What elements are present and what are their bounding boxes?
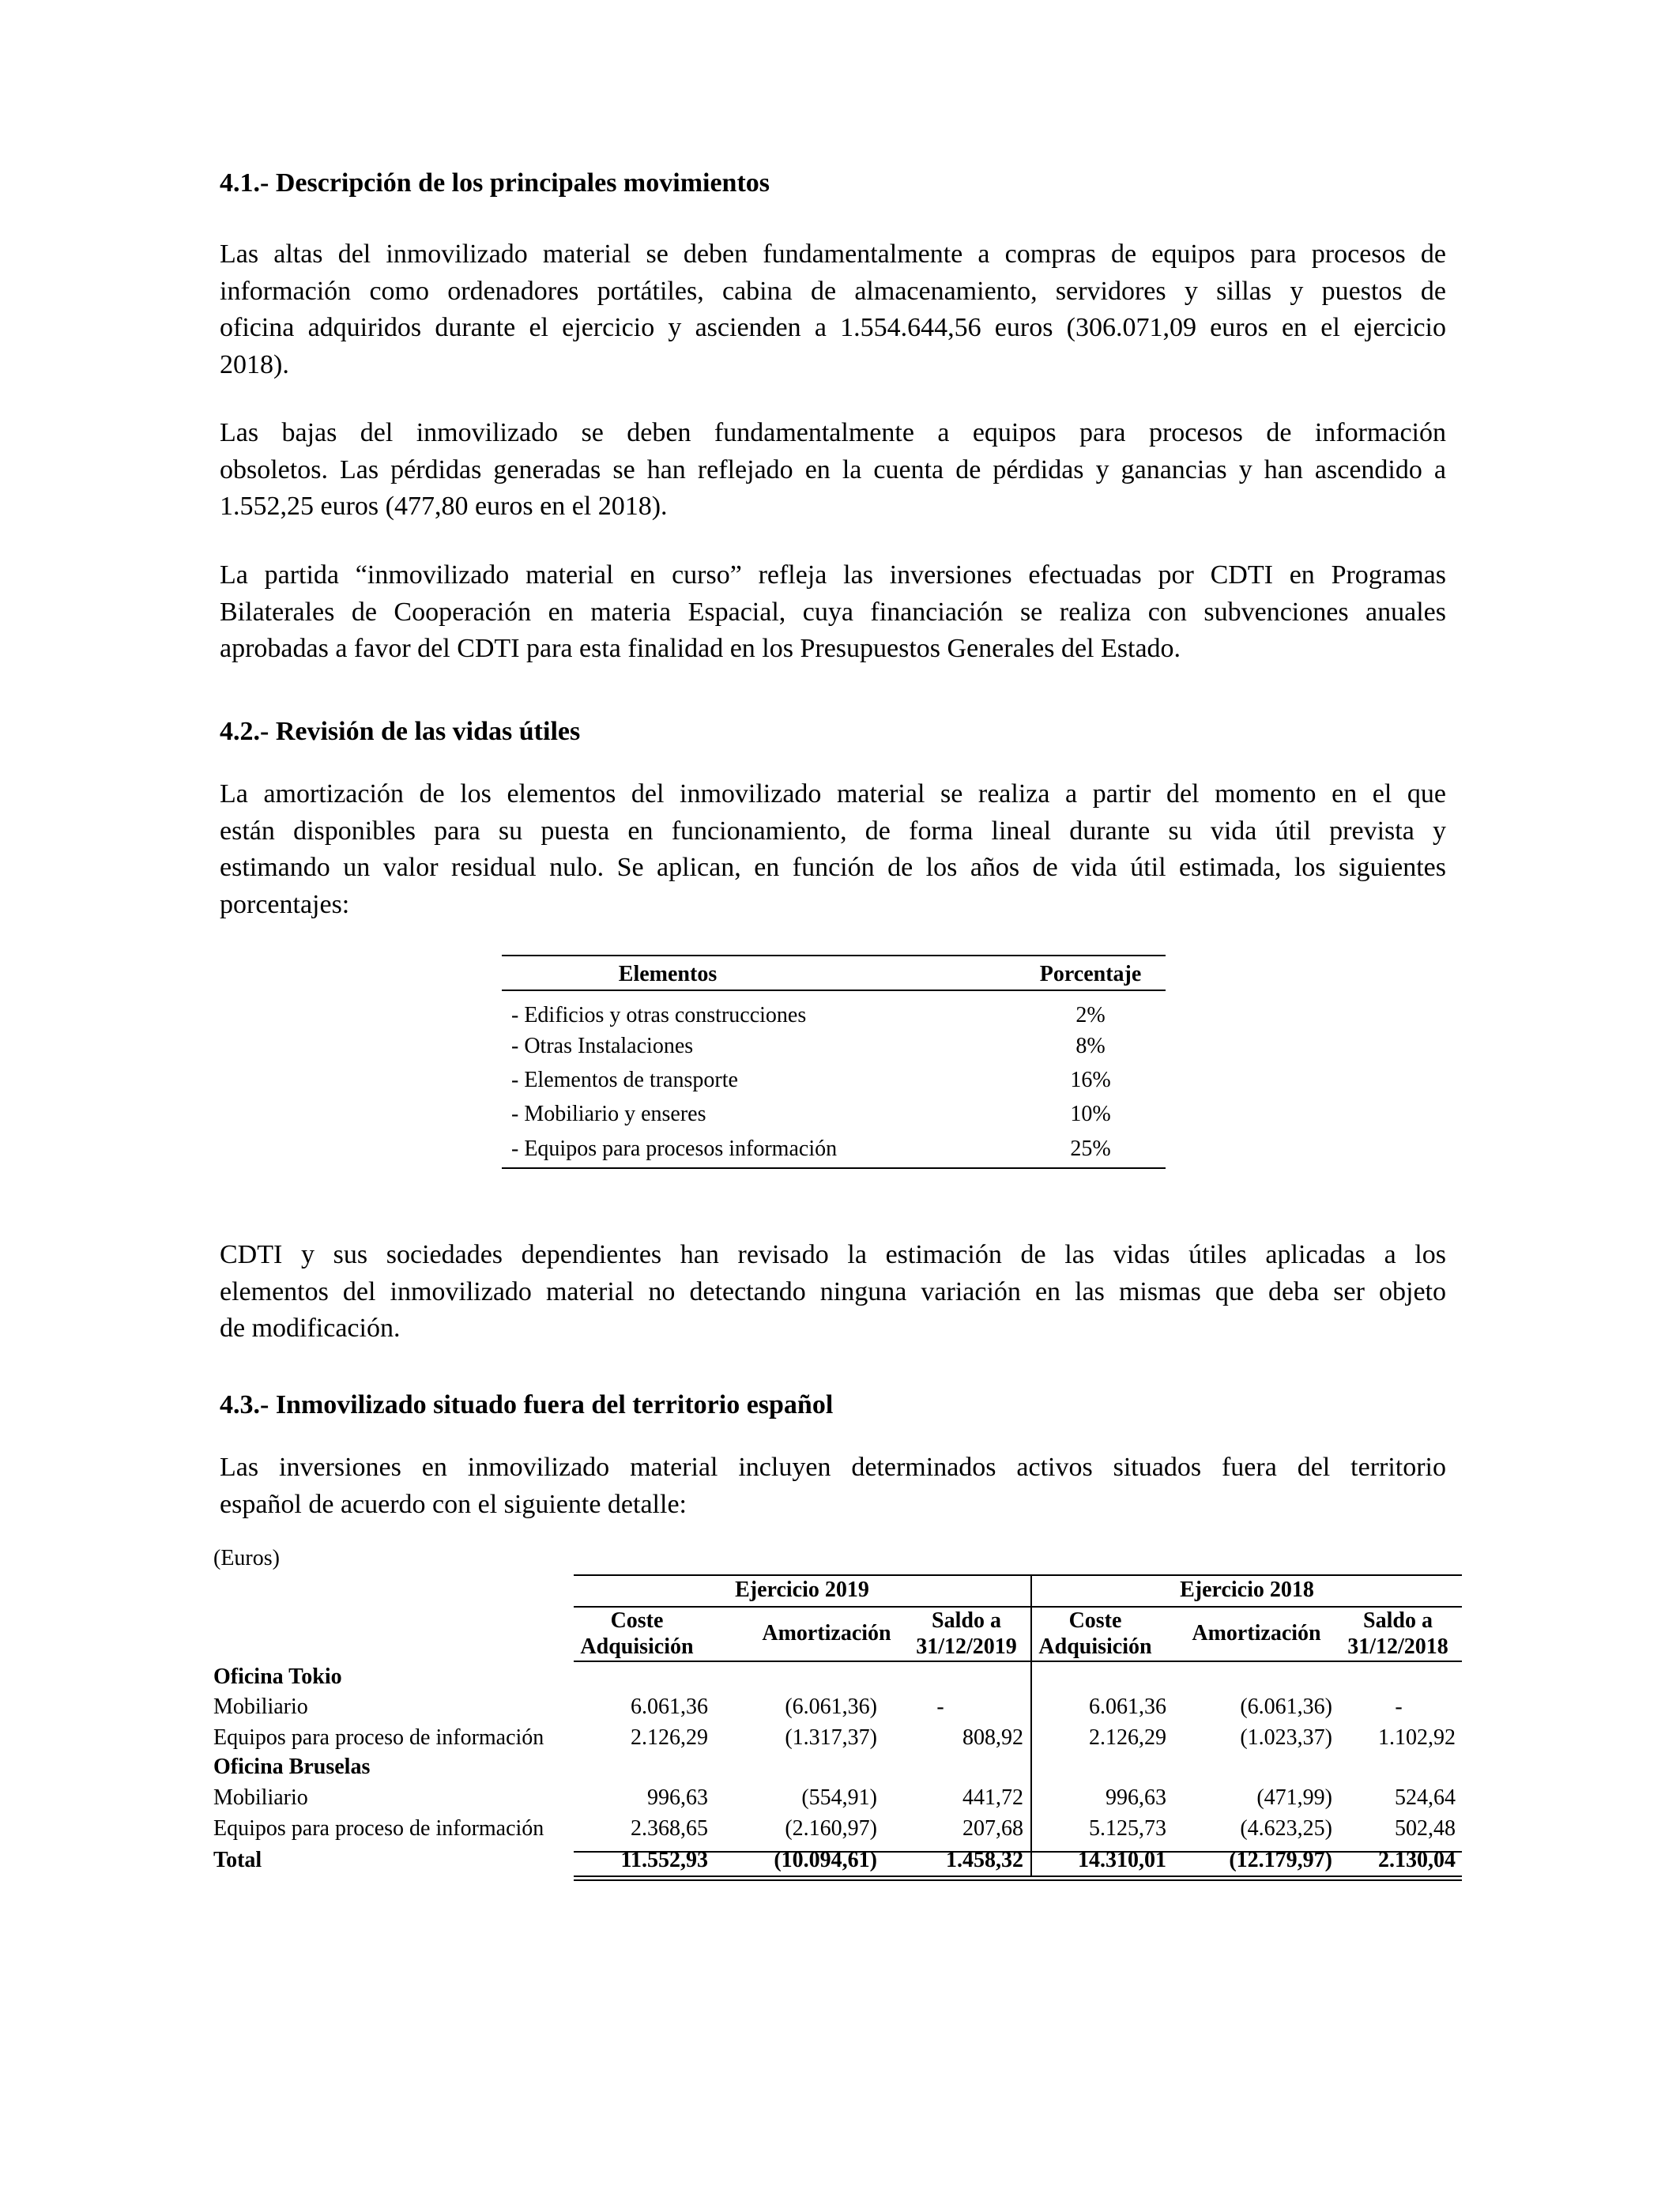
table-cell-element: - Elementos de transporte: [511, 1068, 738, 1092]
text-line: oficina adquiridos durante el ejercicio y ascienden a 1.554.644,56 euros (306.071,09 euros en el ejercicio: [220, 313, 1446, 342]
col-header-coste-2018: Coste: [1068, 1608, 1122, 1633]
col-header-saldo-2018: Saldo a: [1363, 1608, 1433, 1633]
row-label: Mobiliario: [213, 1695, 308, 1719]
text-line: obsoletos. Las pérdidas generadas se han reflejado en la cuenta de pérdidas y ganancias y han ascendido a: [220, 454, 1446, 484]
section-4-3-paragraph-1: [220, 1449, 1446, 1523]
table-cell-value: 808,92: [962, 1725, 1023, 1750]
total-label: Total: [213, 1848, 262, 1872]
table-cell-value: 2.126,29: [631, 1725, 708, 1750]
group-header-2019: Ejercicio 2019: [735, 1578, 869, 1602]
table-cell-value: 1.102,92: [1378, 1725, 1456, 1750]
text-line: CDTI y sus sociedades dependientes han revisado la estimación de las vidas útiles aplicadas a los: [220, 1240, 1446, 1269]
text-line: estimando un valor residual nulo. Se aplican, en función de los años de vida útil estimada, los siguientes: [220, 853, 1446, 882]
table-cell-value: -: [936, 1695, 944, 1719]
total-value: 14.310,01: [1078, 1848, 1166, 1872]
row-label: Mobiliario: [213, 1785, 308, 1810]
col-header-saldo-2019: Saldo a: [932, 1608, 1001, 1633]
text-line: español de acuerdo con el siguiente detalle:: [220, 1489, 687, 1519]
section-4-2-paragraph-2: [220, 1237, 1446, 1348]
table-cell-value: 6.061,36: [631, 1695, 708, 1719]
col-header-adquisicion-2018: Adquisición: [1038, 1634, 1152, 1659]
table-cell-value: (2.160,97): [785, 1816, 877, 1841]
total-double-rule-1: [574, 1875, 1462, 1877]
total-value: 1.458,32: [946, 1848, 1023, 1872]
col-header-amortizacion-2018: Amortización: [1192, 1621, 1321, 1646]
table-cell-value: (471,99): [1256, 1785, 1332, 1810]
text-line: información como ordenadores portátiles, cabina de almacenamiento, servidores y sillas y puestos de: [220, 276, 1446, 306]
text-line: elementos del inmovilizado material no detectando ninguna variación en las mismas que deba ser objeto: [220, 1276, 1446, 1306]
col-header-fecha-2018: 31/12/2018: [1347, 1634, 1448, 1659]
total-value: (12.179,97): [1229, 1848, 1332, 1872]
table-cell-value: (6.061,36): [1240, 1695, 1332, 1719]
table-cell-value: 2.368,65: [631, 1816, 708, 1841]
table-cell-value: 502,48: [1395, 1816, 1456, 1841]
section-4-1-paragraph-1: [220, 236, 1446, 383]
col-header-fecha-2019: 31/12/2019: [916, 1634, 1017, 1659]
column-header-rule: [574, 1661, 1462, 1662]
table-header-rule: [502, 990, 1166, 991]
text-line: de modificación.: [220, 1314, 401, 1343]
section-4-1-heading: 4.1.- Descripción de los principales movimientos: [220, 168, 770, 198]
table-cell-percentage: 8%: [1075, 1034, 1106, 1058]
total-double-rule-2: [574, 1879, 1462, 1881]
text-line: Las altas del inmovilizado material se deben fundamentalmente a compras de equipos para procesos de: [220, 239, 1446, 269]
text-line: Bilaterales de Cooperación en materia Espacial, cuya financiación se realiza con subvenciones anuales: [220, 597, 1446, 627]
column-header-elementos: Elementos: [618, 962, 718, 986]
table-cell-value: (1.317,37): [785, 1725, 877, 1750]
section-4-2-heading: 4.2.- Revisión de las vidas útiles: [220, 717, 581, 746]
table-cell-element: - Otras Instalaciones: [511, 1034, 694, 1058]
table-cell-value: 524,64: [1395, 1785, 1456, 1810]
col-header-amortizacion-2019: Amortización: [762, 1621, 891, 1646]
total-value: 2.130,04: [1378, 1848, 1456, 1872]
depreciation-rates-table: [502, 951, 1166, 1180]
table-cell-value: -: [1395, 1695, 1403, 1719]
text-line: porcentajes:: [220, 889, 350, 919]
table-cell-value: 207,68: [962, 1816, 1023, 1841]
group-header-2018: Ejercicio 2018: [1180, 1578, 1314, 1602]
section-4-3-heading: 4.3.- Inmovilizado situado fuera del territorio español: [220, 1390, 834, 1419]
table-top-rule: [502, 955, 1166, 956]
col-header-coste-2019: Coste: [610, 1608, 664, 1633]
table-cell-element: - Mobiliario y enseres: [511, 1102, 706, 1126]
table-cell-value: 6.061,36: [1089, 1695, 1166, 1719]
section-title-tokio: Oficina Tokio: [213, 1664, 342, 1689]
table-cell-value: 996,63: [647, 1785, 708, 1810]
section-title-bruselas: Oficina Bruselas: [213, 1755, 371, 1779]
table-cell-value: (1.023,37): [1240, 1725, 1332, 1750]
table-bottom-rule: [502, 1167, 1166, 1169]
table-cell-element: - Equipos para procesos información: [511, 1137, 838, 1161]
col-header-adquisicion-2019: Adquisición: [580, 1634, 694, 1659]
section-4-2-paragraph-1: [220, 776, 1446, 923]
table-cell-value: 2.126,29: [1089, 1725, 1166, 1750]
text-line: La partida “inmovilizado material en curso” refleja las inversiones efectuadas por CDTI en Programas: [220, 560, 1446, 590]
section-4-1-paragraph-3: [220, 557, 1446, 668]
group-header-rule: [574, 1606, 1462, 1608]
table-cell-value: 441,72: [962, 1785, 1023, 1810]
table-cell-percentage: 25%: [1070, 1137, 1111, 1161]
text-line: Las bajas del inmovilizado se deben fundamentalmente a equipos para procesos de información: [220, 418, 1446, 447]
unit-label: (Euros): [213, 1546, 280, 1570]
table-cell-value: 996,63: [1106, 1785, 1166, 1810]
section-4-1-paragraph-2: [220, 415, 1446, 526]
text-line: 2018).: [220, 349, 289, 379]
table-cell-value: (4.623,25): [1240, 1816, 1332, 1841]
text-line: 1.552,25 euros (477,80 euros en el 2018).: [220, 492, 668, 521]
table-cell-value: (6.061,36): [785, 1695, 877, 1719]
table-cell-percentage: 10%: [1070, 1102, 1111, 1126]
text-line: están disponibles para su puesta en funcionamiento, de forma lineal durante su vida útil prevista y: [220, 816, 1446, 846]
foreign-assets-table: [213, 1541, 1462, 1897]
text-line: Las inversiones en inmovilizado material incluyen determinados activos situados fuera del territorio: [220, 1453, 1446, 1482]
table-cell-percentage: 16%: [1070, 1068, 1111, 1092]
row-label: Equipos para proceso de información: [213, 1725, 544, 1750]
table-cell-percentage: 2%: [1075, 1003, 1106, 1027]
text-line: aprobadas a favor del CDTI para esta finalidad en los Presupuestos Generales del Estado.: [220, 634, 1181, 663]
table-cell-element: - Edificios y otras construcciones: [511, 1003, 807, 1027]
text-line: La amortización de los elementos del inmovilizado material se realiza a partir del momento en el que: [220, 779, 1446, 809]
table-cell-value: 5.125,73: [1089, 1816, 1166, 1841]
total-value: (10.094,61): [774, 1848, 877, 1872]
column-header-porcentaje: Porcentaje: [1039, 962, 1142, 986]
table-top-rule: [574, 1574, 1462, 1576]
row-label: Equipos para proceso de información: [213, 1816, 544, 1841]
total-value: 11.552,93: [620, 1848, 708, 1872]
table-cell-value: (554,91): [801, 1785, 877, 1810]
